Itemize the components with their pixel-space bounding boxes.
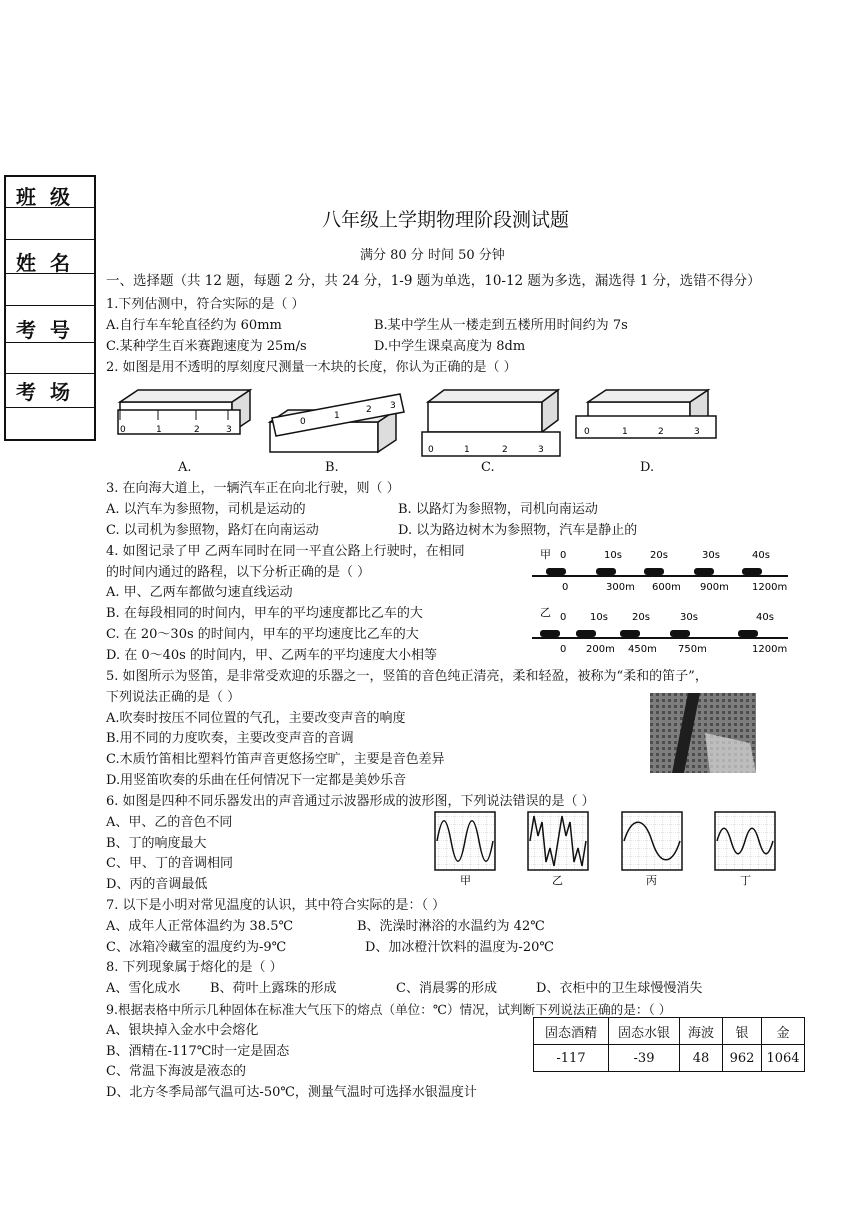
waveform-jia: [435, 812, 495, 870]
ruler-figure-b: [270, 394, 404, 452]
q8-option-b: B、荷叶上露珠的形成: [210, 981, 337, 996]
svg-text:200m: 200m: [586, 644, 615, 655]
svg-text:1: 1: [334, 411, 340, 421]
student-info-box: [4, 175, 96, 441]
svg-text:30s: 30s: [680, 612, 698, 623]
svg-text:10s: 10s: [604, 550, 622, 561]
melting-point-table: [533, 1017, 805, 1072]
waveform-figures: [430, 808, 780, 888]
waveform-bing: [622, 812, 682, 870]
q4-stem-line2: 的时间内通过的路程，以下分析正确的是（ ）: [106, 565, 371, 580]
svg-text:40s: 40s: [756, 612, 774, 623]
q1-option-a: A.自行车车轮直径约为 60mm: [106, 318, 282, 333]
q6-option-b: B、丁的响度最大: [106, 836, 207, 851]
q4-option-b: B. 在每段相同的时间内，甲车的平均速度都比乙车的大: [106, 606, 423, 621]
q3-option-c: C. 以司机为参照物，路灯在向南运动: [106, 523, 319, 538]
car-b-label: 乙: [540, 606, 551, 619]
q6-option-c: C、甲、丁的音调相同: [106, 856, 233, 871]
svg-text:10s: 10s: [590, 612, 608, 623]
table-cell: -39: [609, 1045, 680, 1072]
recorder-photo: [650, 693, 756, 773]
svg-text:0: 0: [560, 612, 567, 623]
q4-option-d: D. 在 0～40s 的时间内，甲、乙两车的平均速度大小相等: [106, 648, 437, 663]
q3-stem: 3. 在向海大道上，一辆汽车正在向北行驶，则（ ）: [106, 481, 400, 496]
svg-text:0: 0: [300, 417, 306, 427]
ruler-figure-c: [422, 390, 560, 456]
table-header-cell: 固态酒精: [534, 1018, 609, 1045]
table-cell: 1064: [762, 1045, 805, 1072]
q1-option-d: D.中学生课桌高度为 8dm: [374, 339, 526, 354]
q8-option-d: D、衣柜中的卫生球慢慢消失: [536, 981, 703, 996]
table-header-cell: 固态水银: [609, 1018, 680, 1045]
q7-stem: 7. 以下是小明对常见温度的认识，其中符合实际的是：（ ）: [106, 898, 446, 913]
divider: [6, 342, 94, 343]
table-row: [534, 1045, 805, 1072]
q5-stem-line2: 下列说法正确的是（ ）: [106, 690, 241, 705]
svg-text:甲: 甲: [460, 874, 471, 887]
car-motion-figure: [530, 544, 790, 676]
ruler-figure-a: [118, 390, 250, 435]
q1-option-b: B.某中学生从一楼走到五楼所用时间约为 7s: [374, 318, 628, 333]
table-cell: -117: [534, 1045, 609, 1072]
q4-option-a: A. 甲、乙两车都做匀速直线运动: [106, 585, 293, 600]
svg-text:1200m: 1200m: [752, 582, 788, 593]
svg-text:3: 3: [694, 427, 700, 437]
class-label: 班级: [16, 185, 84, 209]
divider: [6, 407, 94, 408]
svg-text:750m: 750m: [678, 644, 707, 655]
svg-text:1: 1: [156, 425, 162, 435]
table-header-cell: 金: [762, 1018, 805, 1045]
table-header-cell: 海波: [680, 1018, 723, 1045]
svg-text:0: 0: [428, 445, 434, 455]
svg-text:20s: 20s: [650, 550, 668, 561]
exam-room-label: 考场: [16, 380, 84, 404]
svg-text:2: 2: [658, 427, 664, 437]
name-label: 姓名: [16, 251, 84, 275]
table-cell: 48: [680, 1045, 723, 1072]
exam-number-label: 考号: [16, 318, 84, 342]
q7-option-c: C、冰箱冷藏室的温度约为-9℃: [106, 940, 287, 955]
q5-option-a: A.吹奏时按压不同位置的气孔，主要改变声音的响度: [106, 711, 406, 726]
q1-option-c: C.某种学生百米赛跑速度为 25m/s: [106, 339, 307, 354]
q8-option-a: A、雪化成水: [106, 981, 181, 996]
svg-text:乙: 乙: [552, 874, 563, 887]
q2-label-c: C.: [481, 460, 495, 475]
q6-stem: 6. 如图是四种不同乐器发出的声音通过示波器形成的波形图，下列说法错误的是（ ）: [106, 794, 595, 809]
q4-stem-line1: 4. 如图记录了甲 乙两车同时在同一平直公路上行驶时，在相同: [106, 544, 465, 559]
svg-text:1200m: 1200m: [752, 644, 788, 655]
q5-option-b: B.用不同的力度吹奏，主要改变声音的音调: [106, 731, 354, 746]
waveform-ding: [715, 812, 775, 870]
q5-option-d: D.用竖笛吹奏的乐曲在任何情况下一定都是美妙乐音: [106, 773, 407, 788]
q8-option-c: C、消晨雾的形成: [396, 981, 497, 996]
q3-option-a: A. 以汽车为参照物，司机是运动的: [106, 502, 306, 517]
svg-text:0: 0: [120, 425, 126, 435]
q9-option-d: D、北方冬季局部气温可达-50℃，测量气温时可选择水银温度计: [106, 1085, 477, 1100]
page-title: 八年级上学期物理阶段测试题: [322, 209, 570, 231]
q2-label-a: A.: [178, 460, 192, 475]
svg-text:3: 3: [390, 401, 396, 411]
q8-stem: 8. 下列现象属于熔化的是（ ）: [106, 960, 283, 975]
svg-text:300m: 300m: [606, 582, 635, 593]
svg-text:30s: 30s: [702, 550, 720, 561]
q3-option-b: B. 以路灯为参照物，司机向南运动: [398, 502, 598, 517]
car-a-label: 甲: [540, 548, 551, 561]
q2-label-b: B.: [325, 460, 339, 475]
q9-option-a: A、银块掉入金水中会熔化: [106, 1023, 259, 1038]
q9-option-b: B、酒精在-117℃时一定是固态: [106, 1044, 290, 1059]
svg-text:1: 1: [464, 445, 470, 455]
svg-text:0: 0: [560, 644, 567, 655]
divider: [6, 239, 94, 240]
q7-option-b: B、洗澡时淋浴的水温约为 42℃: [357, 919, 545, 934]
svg-text:450m: 450m: [628, 644, 657, 655]
q7-option-d: D、加冰橙汁饮料的温度为-20℃: [365, 940, 554, 955]
svg-text:20s: 20s: [632, 612, 650, 623]
q5-stem-line1: 5. 如图所示为竖笛，是非常受欢迎的乐器之一，竖笛的音色纯正清亮，柔和轻盈，被称为“柔和的笛子”，: [106, 669, 708, 684]
svg-text:0: 0: [562, 582, 569, 593]
q6-option-d: D、丙的音调最低: [106, 877, 208, 892]
ruler-figures: [110, 380, 730, 475]
table-header-row: [534, 1018, 805, 1045]
svg-text:2: 2: [194, 425, 200, 435]
svg-text:600m: 600m: [652, 582, 681, 593]
q4-option-c: C. 在 20～30s 的时间内，甲车的平均速度比乙车的大: [106, 627, 419, 642]
svg-text:丁: 丁: [740, 874, 751, 887]
svg-text:0: 0: [584, 427, 590, 437]
svg-text:0: 0: [560, 550, 567, 561]
q1-stem: 1.下列估测中，符合实际的是（ ）: [106, 297, 305, 312]
q7-option-a: A、成年人正常体温约为 38.5℃: [106, 919, 294, 934]
page-subtitle: 满分 80 分 时间 50 分钟: [360, 248, 505, 263]
svg-text:2: 2: [502, 445, 508, 455]
svg-text:40s: 40s: [752, 550, 770, 561]
ruler-figure-d: [576, 390, 716, 438]
q6-option-a: A、甲、乙的音色不同: [106, 815, 233, 830]
divider: [6, 305, 94, 306]
table-header-cell: 银: [723, 1018, 762, 1045]
q9-stem: 9.根据表格中所示几种固体在标准大气压下的熔点（单位：℃）情况，试判断下列说法正确的是：（ ）: [106, 1002, 672, 1017]
divider: [6, 207, 94, 208]
svg-text:3: 3: [226, 425, 232, 435]
svg-text:900m: 900m: [700, 582, 729, 593]
section-heading: 一、选择题（共 12 题，每题 2 分，共 24 分，1-9 题为单选，10-12 题为多选，漏选得 1 分，选错不得分）: [106, 273, 761, 289]
q9-option-c: C、常温下海波是液态的: [106, 1064, 246, 1079]
svg-text:丙: 丙: [646, 874, 657, 887]
svg-text:3: 3: [538, 445, 544, 455]
q3-option-d: D. 以为路边树木为参照物，汽车是静止的: [398, 523, 638, 538]
divider: [6, 273, 94, 274]
q5-option-c: C.木质竹笛相比塑料竹笛声音更悠扬空旷，主要是音色差异: [106, 752, 445, 767]
table-cell: 962: [723, 1045, 762, 1072]
divider: [6, 373, 94, 374]
waveform-yi: [528, 812, 588, 870]
svg-text:2: 2: [366, 405, 372, 415]
q2-stem: 2. 如图是用不透明的厚刻度尺测量一木块的长度，你认为正确的是（ ）: [106, 360, 517, 375]
svg-text:1: 1: [622, 427, 628, 437]
q2-label-d: D.: [640, 460, 655, 475]
